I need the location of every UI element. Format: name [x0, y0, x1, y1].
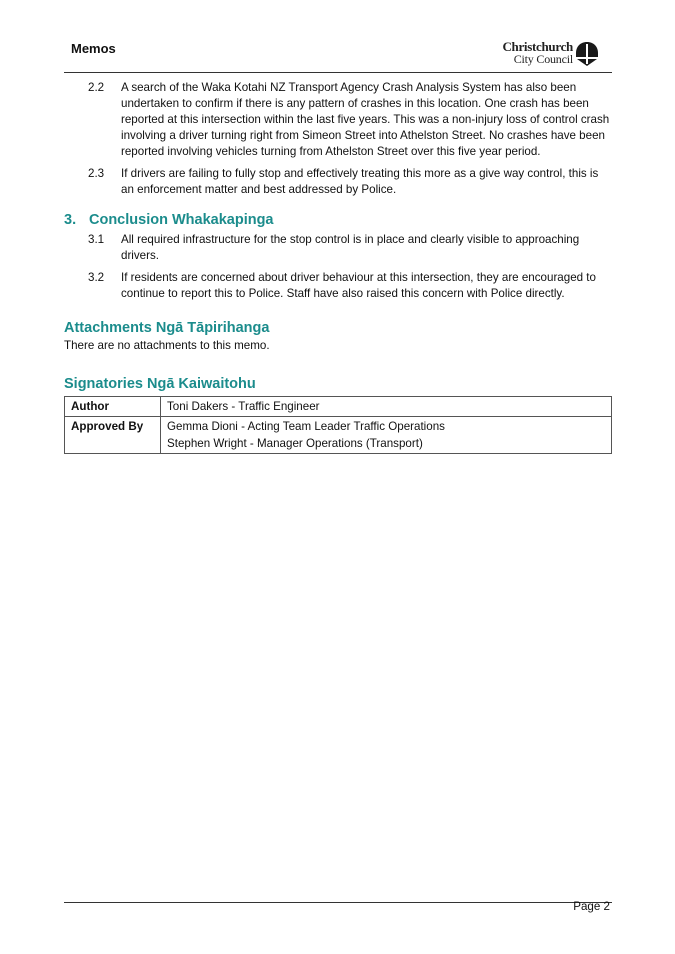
signatory-line: Stephen Wright - Manager Operations (Transport) — [167, 437, 423, 450]
paragraph-number: 2.2 — [88, 81, 105, 94]
section-number: 3. — [64, 212, 77, 228]
page-number: Page 2 — [573, 900, 610, 913]
attachments-text: There are no attachments to this memo. — [64, 339, 270, 352]
section-title: Conclusion Whakakapinga — [89, 212, 274, 228]
paragraph-text: A search of the Waka Kotahi NZ Transport Agency Crash Analysis System has also been undertaken to confirm if there is any pattern of crashes in this location. One crash has been reported at this intersection within the last five years. This was a non-injury loss of control crash involving a driver turning right from Simeon Street into Athelston Street. No crashes have been reported involving vehicles turning from Athelston Street over this five year period. — [121, 81, 610, 158]
paragraph-text: All required infrastructure for the stop control is in place and clearly visible to approaching drivers. — [121, 233, 580, 262]
council-logo — [493, 38, 603, 68]
signatory-role: Approved By — [65, 417, 161, 454]
signatory-role: Author — [65, 397, 161, 417]
paragraph — [64, 166, 612, 198]
signatory-line: Gemma Dioni - Acting Team Leader Traffic Operations — [167, 420, 445, 433]
signatories-table — [64, 396, 612, 454]
attachments-heading: Attachments Ngā Tāpirihanga — [64, 320, 270, 336]
paragraph-number: 2.3 — [88, 167, 105, 180]
logo-text — [497, 40, 573, 66]
conclusion-heading — [64, 212, 612, 228]
signatory-line: Toni Dakers - Traffic Engineer — [167, 400, 320, 413]
table-row — [65, 397, 612, 417]
memo-body — [64, 80, 612, 454]
document-header-title: Memos — [71, 41, 116, 56]
cathedral-logo-icon — [575, 41, 599, 67]
paragraph — [64, 80, 612, 160]
signatories-heading: Signatories Ngā Kaiwaitohu — [64, 376, 256, 392]
header-divider — [64, 72, 612, 73]
paragraph-number: 3.2 — [88, 271, 105, 284]
logo-line-2: City Council — [513, 52, 573, 66]
signatory-details — [161, 397, 612, 417]
paragraph-text: If drivers are failing to fully stop and effectively treating this more as a give way control, this is an enforcement matter and best addressed by Police. — [121, 167, 599, 196]
signatory-details — [161, 417, 612, 454]
paragraph — [64, 270, 612, 302]
table-row — [65, 417, 612, 454]
paragraph-number: 3.1 — [88, 233, 105, 246]
paragraph — [64, 232, 612, 264]
logo-line-1: Christchurch — [502, 39, 573, 54]
paragraph-text: If residents are concerned about driver behaviour at this intersection, they are encouraged to continue to report this to Police. Staff have also raised this concern with Police directly. — [121, 271, 596, 300]
